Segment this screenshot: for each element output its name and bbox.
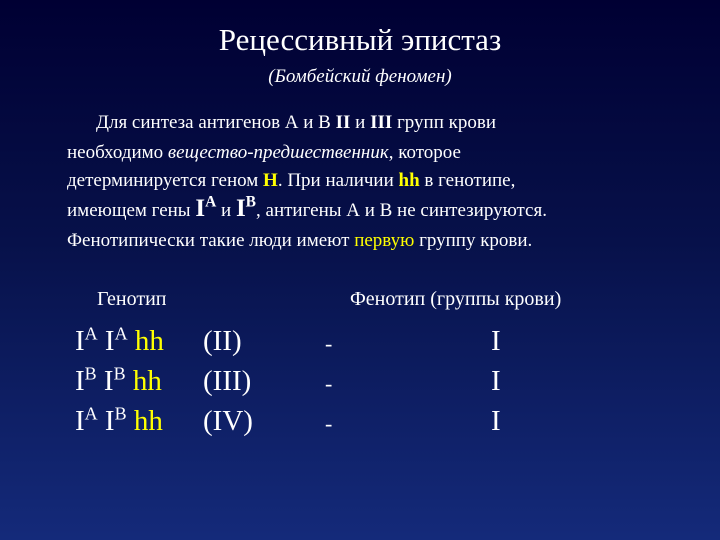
paragraph-line-3 [67, 170, 515, 192]
phenotype-column-header: Фенотип (группы крови) [350, 288, 562, 310]
allele-letter: I [75, 405, 85, 437]
slide-title: Рецессивный эпистаз [218, 22, 502, 57]
text: Для синтеза антигенов А и В [96, 112, 336, 133]
paragraph-line-1 [96, 112, 496, 134]
phenotype-group: I [491, 325, 501, 357]
arrow-dash: - [325, 411, 333, 436]
roman-iii: III [370, 112, 393, 133]
allele-superscript: B [113, 363, 126, 384]
genotype-hh: hh [127, 325, 164, 357]
allele-superscript: A [84, 403, 98, 424]
genotype-hh: hh [398, 170, 420, 191]
roman-ii: II [335, 112, 351, 133]
precursor-term: вещество-предшественник [167, 142, 389, 163]
text: групп крови [392, 112, 497, 133]
genotype-column-header: Генотип [97, 288, 167, 310]
first-group-highlight: первую [354, 230, 415, 251]
allele-letter: I [97, 405, 115, 437]
text: . При наличии [277, 170, 399, 191]
allele-ib [236, 195, 256, 222]
phenotype-group: I [491, 365, 501, 397]
genotype-row [75, 323, 501, 365]
allele-ia [195, 195, 216, 222]
text: , [256, 200, 261, 221]
allele-superscript: B [114, 403, 127, 424]
text: необходимо [67, 142, 168, 163]
arrow-dash: - [325, 331, 333, 356]
text: имеющем гены [67, 200, 196, 221]
genotype [75, 325, 200, 358]
allele-superscript: B [84, 363, 97, 384]
genotype-hh: hh [126, 405, 163, 437]
text: и [350, 112, 371, 133]
genotype [75, 405, 200, 438]
arrow-dash: - [325, 371, 333, 396]
allele-superscript: A [84, 323, 98, 344]
genotype-row [75, 403, 501, 445]
blood-group-expected: (III) [203, 365, 252, 397]
genotype-row [75, 363, 501, 405]
allele-letter: I [97, 325, 115, 357]
allele-superscript: A [205, 193, 217, 211]
text: Фенотипически такие люди имеют [67, 230, 355, 251]
text: детерминируется геном [67, 170, 264, 191]
gene-h: Н [263, 170, 278, 191]
blood-group-expected: (II) [203, 325, 242, 357]
allele-letter: I [235, 195, 246, 222]
text: в генотипе, [419, 170, 516, 191]
text: антигены А и В не синтезируются. [260, 200, 547, 221]
genotype-hh: hh [125, 365, 162, 397]
slide-subtitle: (Бомбейский феномен) [268, 66, 452, 87]
genotype [75, 365, 200, 398]
text: и [216, 200, 236, 221]
text: , которое [388, 142, 461, 163]
allele-letter: I [96, 365, 114, 397]
paragraph-line-4 [67, 193, 547, 222]
text: группу крови. [414, 230, 533, 251]
allele-letter: I [195, 195, 206, 222]
blood-group-expected: (IV) [203, 405, 253, 437]
phenotype-group: I [491, 405, 501, 437]
allele-superscript: A [114, 323, 128, 344]
paragraph-line-5 [67, 230, 532, 252]
allele-superscript: B [245, 193, 257, 211]
allele-letter: I [75, 365, 85, 397]
allele-letter: I [75, 325, 85, 357]
paragraph-line-2 [67, 142, 461, 164]
